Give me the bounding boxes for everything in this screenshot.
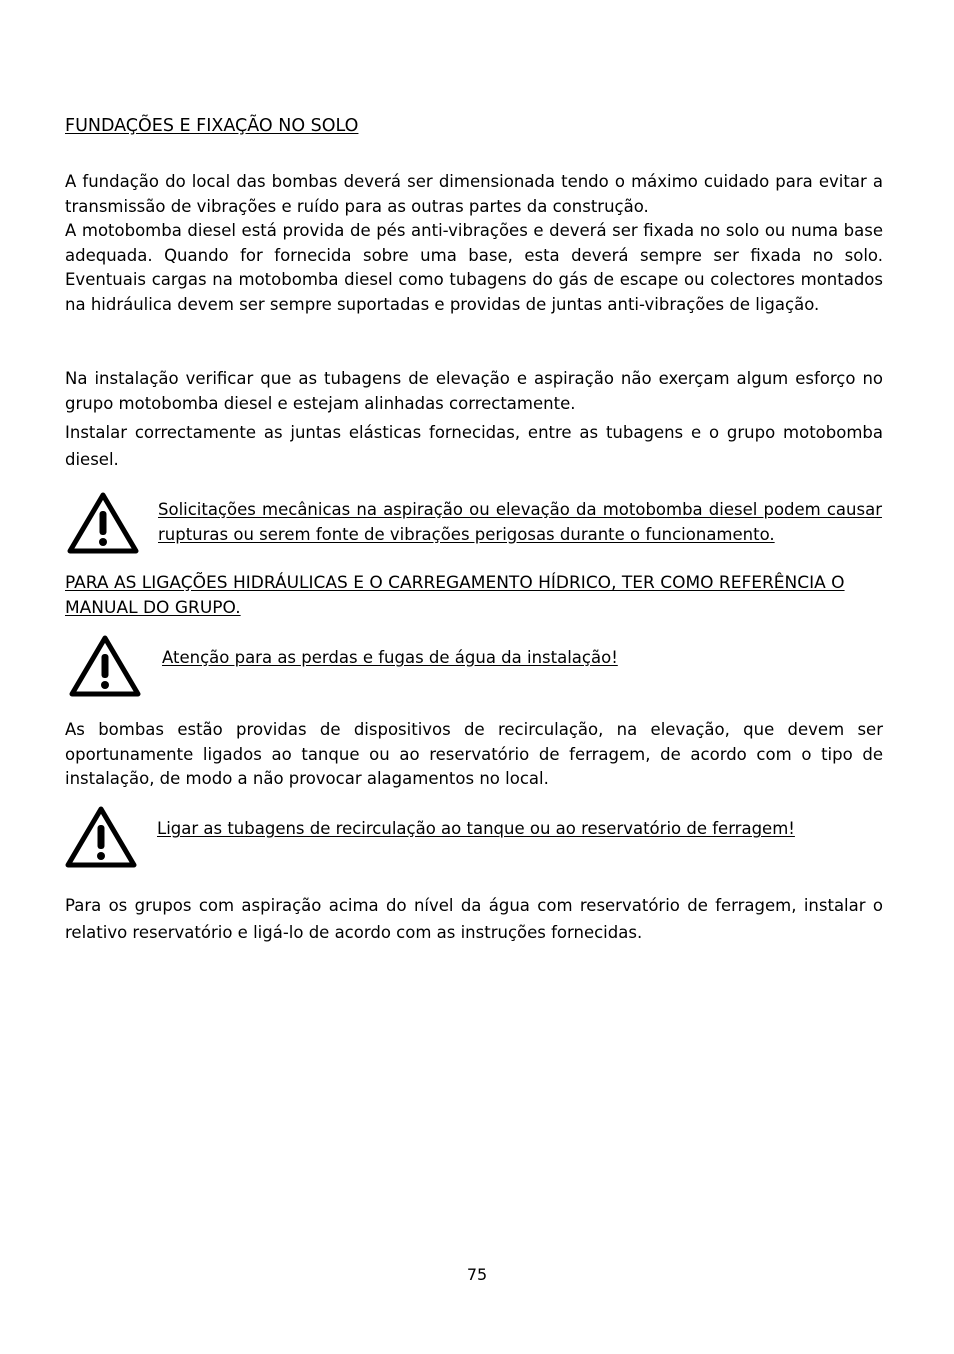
section-title: FUNDAÇÕES E FIXAÇÃO NO SOLO [65, 116, 359, 136]
warning-water-leaks: Atenção para as perdas e fugas de água da instalação! [162, 648, 618, 667]
warning-recirculation-pipes: Ligar as tubagens de recirculação ao tanque ou ao reservatório de ferragem! [157, 819, 795, 838]
warning-triangle-icon [64, 805, 138, 869]
paragraph-priming-tank: Para os grupos com aspiração acima do nível da água com reservatório de ferragem, instalar o relativo reservatório e ligá-lo de acordo com as instruções fornecidas. [65, 896, 883, 942]
warning-triangle-icon [66, 491, 140, 555]
notice-hydraulic-connections: PARA AS LIGAÇÕES HIDRÁULICAS E O CARREGAMENTO HÍDRICO, TER COMO REFERÊNCIA O MANUAL DO GRUPO. [65, 573, 845, 618]
warning-triangle-icon [68, 634, 142, 698]
paragraph-elastic-joints: Instalar correctamente as juntas elásticas fornecidas, entre as tubagens e o grupo motobomba diesel. [65, 423, 883, 469]
page-number: 75 [466, 1265, 488, 1284]
paragraph-anti-vibration: A motobomba diesel está provida de pés anti-vibrações e deverá ser fixada no solo ou numa base adequada. Quando for fornecida sobre uma base, esta deverá sempre ser fixada no solo. Eventuais cargas na motobomba diesel como tubagens do gás de escape ou colectores montados na hidráulica devem ser sempre suportadas e providas de juntas anti-vibrações de ligação. [65, 221, 883, 314]
paragraph-foundation: A fundação do local das bombas deverá ser dimensionada tendo o máximo cuidado para evitar a transmissão de vibrações e ruído para as outras partes da construção. [65, 172, 883, 216]
warning-mechanical-stress: Solicitações mecânicas na aspiração ou elevação da motobomba diesel podem causar rupturas ou serem fonte de vibrações perigosas durante o funcionamento. [158, 500, 882, 544]
paragraph-recirculation: As bombas estão providas de dispositivos de recirculação, na elevação, que devem ser oportunamente ligados ao tanque ou ao reservatório de ferragem, de acordo com o tipo de instalação, de modo a não provocar alagamentos no local. [65, 720, 883, 788]
paragraph-installation-check: Na instalação verificar que as tubagens de elevação e aspiração não exerçam algum esforço no grupo motobomba diesel e estejam alinhadas correctamente. [65, 369, 883, 413]
